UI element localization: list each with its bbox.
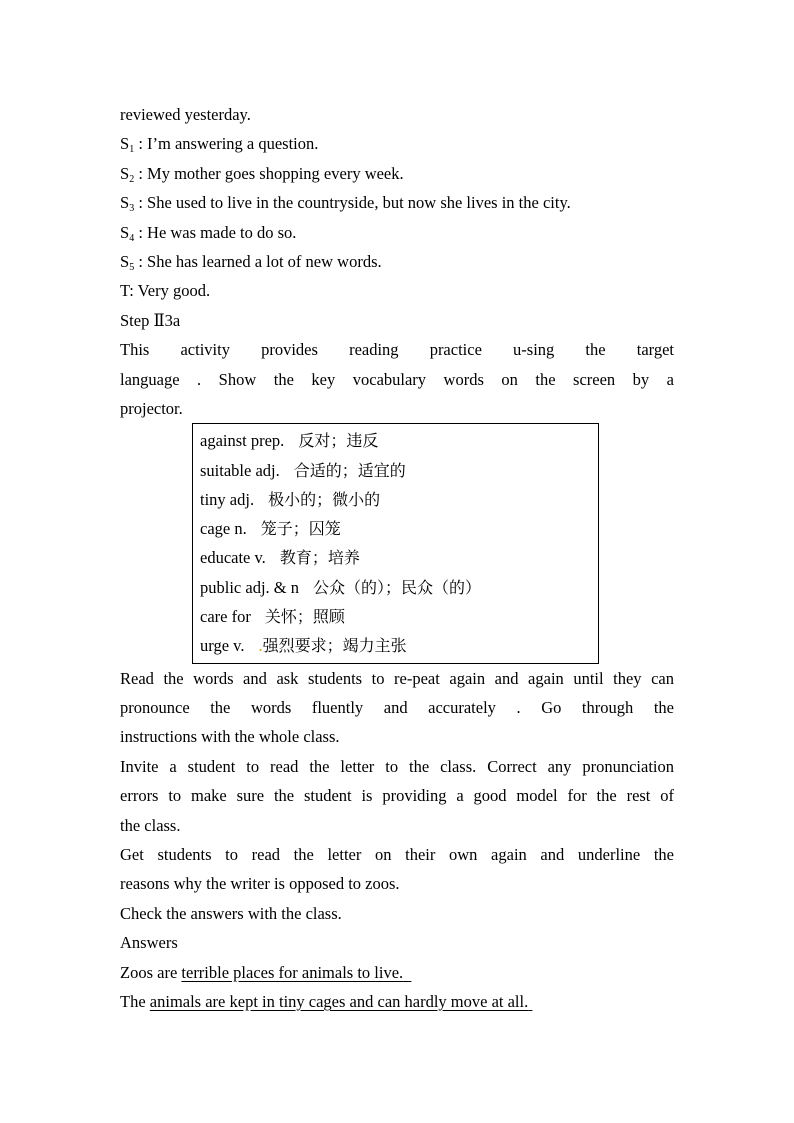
vocab-word: cage n. — [200, 519, 247, 539]
vocab-meaning: 教育；培养 — [279, 548, 360, 568]
check-line: Check the answers with the class. — [120, 903, 342, 923]
vocab-word: suitable adj. — [200, 460, 280, 480]
student-line-3 — [120, 188, 674, 217]
intro-line: reviewed yesterday. — [120, 105, 251, 124]
student-number: 1 — [129, 144, 135, 156]
vocab-word: urge v. — [200, 636, 245, 656]
student-line-4 — [120, 218, 674, 247]
student-label: S — [120, 222, 130, 242]
vocab-meaning: 反对；违反 — [298, 431, 379, 451]
document-page — [120, 100, 674, 1016]
para3-line-1: Get students to read the letter on their own again and underline the — [120, 845, 674, 865]
answer-prefix: Zoos are — [120, 962, 178, 982]
student-number: 2 — [129, 173, 135, 185]
vocab-item — [200, 573, 598, 602]
annotation-dot: . — [258, 636, 263, 656]
vocab-item — [200, 485, 598, 514]
teacher-line: T: Very good. — [120, 281, 211, 301]
para1-line-1: Read the words and ask students to re-peat again and again until they can — [120, 668, 674, 688]
student-label: S — [120, 193, 130, 213]
vocab-meaning: 笼子；囚笼 — [260, 519, 341, 539]
vocab-word: educate v. — [200, 548, 266, 568]
activity-line-2: language . Show the key vocabulary words on the screen by a — [120, 369, 674, 389]
vocab-meaning: 强烈要求；竭力主张 — [262, 636, 407, 656]
vocab-word: care for — [200, 607, 251, 627]
student-label: S — [120, 251, 130, 271]
para1-line-3: instructions with the whole class. — [120, 727, 340, 747]
answer-prefix: The — [120, 991, 146, 1011]
answer-line-1 — [120, 958, 674, 987]
answer-line-2 — [120, 987, 674, 1016]
student-number: 5 — [129, 261, 135, 273]
activity-line-1: This activity provides reading practice u-sing the target — [120, 340, 674, 360]
step-heading: Step Ⅱ3a — [120, 310, 181, 330]
student-number: 3 — [129, 203, 135, 215]
student-text: : She used to live in the countryside, but now she lives in the city. — [138, 193, 571, 213]
vocab-word: public adj. & n — [200, 577, 299, 597]
answers-heading: Answers — [120, 933, 178, 953]
para3-line-2: reasons why the writer is opposed to zoos. — [120, 874, 400, 894]
vocabulary-box — [192, 423, 599, 663]
answer-underlined: terrible places for animals to live. — [181, 962, 404, 982]
vocab-meaning: 合适的；适宜的 — [293, 460, 406, 480]
student-text: : I’m answering a question. — [138, 134, 319, 154]
vocab-item — [200, 514, 598, 543]
student-text: : My mother goes shopping every week. — [138, 163, 404, 183]
vocab-item — [200, 456, 598, 485]
vocab-word: tiny adj. — [200, 489, 255, 509]
vocab-meaning: 公众（的）；民众（的） — [312, 577, 481, 597]
vocab-meaning: 极小的；微小的 — [268, 489, 381, 509]
vocab-item — [200, 543, 598, 572]
student-number: 4 — [129, 232, 135, 244]
vocab-item — [200, 426, 598, 455]
vocab-item — [200, 631, 598, 660]
vocab-meaning: 关怀；照顾 — [264, 607, 345, 627]
student-line-2 — [120, 159, 674, 188]
vocab-word: against prep. — [200, 431, 285, 451]
vocab-item — [200, 602, 598, 631]
student-label: S — [120, 163, 130, 183]
para2-line-2: errors to make sure the student is providing a good model for the rest of — [120, 786, 674, 806]
student-line-5 — [120, 247, 674, 276]
activity-line-3: projector. — [120, 398, 183, 418]
para2-line-3: the class. — [120, 815, 181, 835]
para1-line-2: pronounce the words fluently and accurately . Go through the — [120, 698, 674, 718]
student-text: : She has learned a lot of new words. — [138, 251, 382, 271]
answer-underlined: animals are kept in tiny cages and can hardly move at all. — [149, 991, 529, 1011]
student-line-1 — [120, 129, 674, 158]
student-text: : He was made to do so. — [138, 222, 297, 242]
para2-line-1: Invite a student to read the letter to the class. Correct any pronunciation — [120, 756, 674, 776]
student-label: S — [120, 134, 130, 154]
